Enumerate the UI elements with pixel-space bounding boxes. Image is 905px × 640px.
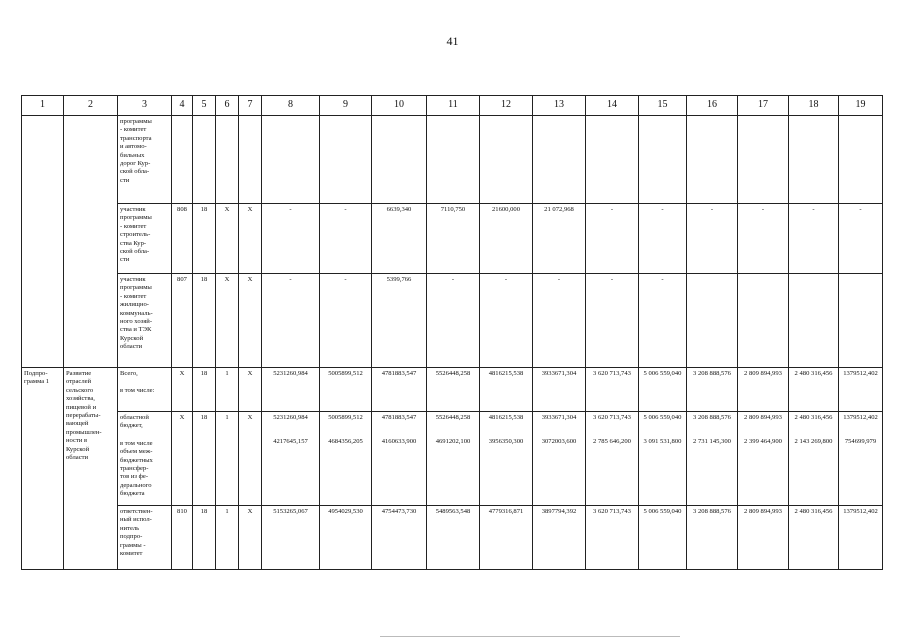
column-header-10: 10 [372, 96, 427, 116]
amount-value: 2 480 316,456 [794, 508, 833, 515]
federal-transfer-value: 2 143 269,800 [794, 438, 833, 446]
amount-value: 5489563,548 [435, 508, 471, 515]
text-line: участник [120, 206, 146, 213]
text-line: сти [120, 176, 130, 184]
column-header-11: 11 [427, 96, 480, 116]
value-cell [839, 204, 883, 274]
value-cell [533, 412, 586, 506]
column-header-12: 12 [480, 96, 533, 116]
amount-value: 4954029,530 [328, 508, 363, 515]
text-line: и автомо- [120, 143, 147, 151]
amount-value: - [344, 276, 347, 283]
text-line: дерального [120, 481, 152, 489]
value-cell [427, 204, 480, 274]
value-cell [789, 116, 839, 204]
value-cell [789, 368, 839, 412]
federal-transfer-value: 4691202,100 [435, 438, 471, 446]
code-cell-c5 [193, 274, 216, 368]
value-cell [839, 368, 883, 412]
text-line: бюджетных [120, 456, 153, 464]
code-value: 1 [225, 508, 229, 515]
code-value: Х [224, 206, 230, 213]
value-cell [533, 506, 586, 570]
value-cell [427, 116, 480, 204]
text-line: дорог Кур- [120, 160, 151, 168]
text-line: ской обла- [120, 248, 150, 256]
amount-value: 6639,340 [386, 206, 412, 213]
amount-value: 4816215,538 [488, 414, 524, 421]
value-cell [586, 274, 639, 368]
participant-cell [118, 204, 172, 274]
value-cell [639, 506, 687, 570]
amount-value: 5005899,512 [328, 414, 363, 421]
funding-source-cell [118, 506, 172, 570]
code-value: Х [247, 370, 253, 377]
text-line: хозяйства, [66, 395, 95, 403]
text-line: ности в [66, 437, 88, 445]
amount-value: 1379512,402 [843, 414, 878, 421]
value-cell [372, 368, 427, 412]
column-header-8: 8 [262, 96, 320, 116]
amount-value: 3 620 713,743 [593, 414, 631, 421]
code-value: Х [247, 508, 253, 515]
text-line: строитель- [120, 231, 151, 239]
column-header-6: 6 [216, 96, 239, 116]
value-cell [533, 116, 586, 204]
value-cell [639, 368, 687, 412]
table-row [22, 274, 883, 368]
amount-value: 5 006 559,040 [643, 414, 682, 421]
code-value: Х [247, 414, 253, 421]
value-cell [480, 412, 533, 506]
code-cell-c7 [239, 368, 262, 412]
code-cell-c4 [172, 274, 193, 368]
federal-transfer-value: 3956350,300 [488, 438, 524, 446]
amount-value: 5231260,984 [273, 414, 308, 421]
value-cell [320, 368, 372, 412]
header-row [22, 96, 883, 116]
participant-cell [118, 274, 172, 368]
text-line: тов из фе- [120, 473, 149, 481]
amount-value: - [610, 206, 614, 213]
code-value: Х [224, 276, 230, 283]
amount-value: 4754473,730 [381, 508, 417, 515]
value-cell [320, 204, 372, 274]
federal-transfer-value: 4684356,205 [328, 438, 363, 446]
value-cell [320, 116, 372, 204]
value-cell [372, 204, 427, 274]
amount-value: 3 208 888,576 [693, 508, 731, 515]
amount-value: 2 809 894,993 [744, 370, 782, 377]
federal-transfer-value: 2 731 145,300 [693, 438, 731, 446]
value-cell [639, 204, 687, 274]
code-cell-c6 [216, 506, 239, 570]
amount-value: 2 480 316,456 [794, 414, 833, 421]
amount-value: - [661, 276, 664, 283]
value-cell [586, 412, 639, 506]
text-line: транспорта [120, 134, 152, 142]
value-cell [839, 506, 883, 570]
text-line: вающей [66, 420, 89, 428]
text-line: комитет [120, 550, 143, 558]
text-line: объем меж- [120, 448, 153, 456]
column-header-14: 14 [586, 96, 639, 116]
amount-value: - [859, 206, 862, 213]
text-line: подпро- [120, 533, 143, 541]
value-cell [320, 274, 372, 368]
value-cell [427, 506, 480, 570]
amount-value: 7110,750 [440, 206, 466, 213]
federal-transfer-value: 4217645,157 [273, 438, 308, 446]
value-cell [372, 506, 427, 570]
code-value: Х [247, 276, 253, 283]
column-header-16: 16 [687, 96, 738, 116]
text-line: граммы - [120, 541, 146, 549]
value-cell [427, 274, 480, 368]
text-line: ской обла- [120, 168, 150, 176]
amount-value: - [661, 206, 664, 213]
value-cell [480, 204, 533, 274]
value-cell [262, 506, 320, 570]
value-cell [789, 506, 839, 570]
text-line: бильных [120, 151, 145, 159]
amount-value: 4781883,547 [381, 414, 417, 421]
amount-value: - [289, 276, 292, 283]
text-line: области [120, 343, 143, 351]
code-value: 1 [225, 414, 229, 421]
code-cell-c6 [216, 412, 239, 506]
amount-value: 3933671,304 [541, 414, 577, 421]
row-cell-col2 [64, 116, 118, 368]
code-cell-c4 [172, 412, 193, 506]
value-cell [480, 368, 533, 412]
text-line: Всего, [120, 370, 138, 377]
amount-value: 5153265,067 [273, 508, 308, 515]
text-line: коммуналь- [120, 309, 153, 317]
value-cell [586, 204, 639, 274]
code-value: 18 [200, 414, 208, 421]
value-cell [372, 274, 427, 368]
text-line: Курской [66, 445, 90, 453]
value-cell [372, 116, 427, 204]
amount-value: 5 006 559,040 [643, 508, 682, 515]
federal-transfer-value: 3 091 531,800 [643, 438, 682, 446]
code-value: 808 [177, 206, 187, 213]
code-value: Х [247, 206, 253, 213]
value-cell [789, 412, 839, 506]
code-cell-c5 [193, 506, 216, 570]
amount-value: 4779316,871 [488, 508, 524, 515]
text-line: сельского [66, 386, 94, 394]
code-cell-c4 [172, 204, 193, 274]
amount-value: 1379512,402 [843, 370, 878, 377]
subprogram-number [22, 368, 64, 570]
code-cell-c4 [172, 506, 193, 570]
amount-value: 4816215,538 [488, 370, 524, 377]
federal-transfer-value: 4160633,900 [381, 438, 417, 446]
code-cell-c6 [216, 204, 239, 274]
value-cell [262, 368, 320, 412]
value-cell [789, 274, 839, 368]
page-number: 41 [446, 34, 459, 48]
text-line: области [66, 454, 89, 462]
text-line: бюджет, [120, 422, 143, 430]
text-line: отраслей [66, 378, 92, 386]
code-value: 810 [177, 508, 187, 515]
code-cell-c5 [193, 412, 216, 506]
text-line: программы [120, 118, 152, 125]
text-line: трансфер- [120, 465, 149, 473]
amount-value: 3 208 888,576 [693, 370, 731, 377]
amount-value: - [761, 206, 765, 213]
value-cell [738, 368, 789, 412]
column-header-1: 1 [22, 96, 64, 116]
code-cell-c4 [172, 368, 193, 412]
text-line: грамма 1 [24, 378, 50, 386]
value-cell [533, 274, 586, 368]
amount-value: 5005899,512 [328, 370, 363, 377]
value-cell [480, 274, 533, 368]
amount-value: - [504, 276, 508, 283]
value-cell [687, 368, 738, 412]
value-cell [738, 204, 789, 274]
value-cell [738, 116, 789, 204]
table-row [22, 116, 883, 204]
code-value: 18 [200, 206, 208, 213]
code-cell-c5 [193, 116, 216, 204]
column-header-4: 4 [172, 96, 193, 116]
amount-value: 5526448,258 [435, 370, 471, 377]
column-header-7: 7 [239, 96, 262, 116]
text-line: Подпро- [24, 370, 48, 377]
value-cell [372, 412, 427, 506]
value-cell [639, 274, 687, 368]
text-line: программы [120, 214, 152, 222]
amount-value: 2 480 316,456 [794, 370, 833, 377]
text-line: бюджета [120, 490, 145, 498]
amount-value: 2 809 894,993 [744, 508, 782, 515]
value-cell [687, 506, 738, 570]
code-value: 1 [225, 370, 229, 377]
amount-value: - [344, 206, 347, 213]
value-cell [738, 274, 789, 368]
amount-value: 5526448,258 [435, 414, 471, 421]
text-line: областной [120, 414, 149, 421]
code-cell-c6 [216, 274, 239, 368]
federal-transfer-value: 3072003,600 [541, 438, 577, 446]
value-cell [687, 204, 738, 274]
code-cell-c7 [239, 274, 262, 368]
amount-value: - [289, 206, 292, 213]
amount-value: - [557, 276, 561, 283]
column-header-13: 13 [533, 96, 586, 116]
column-header-19: 19 [839, 96, 883, 116]
code-value: 807 [177, 276, 187, 283]
amount-value: 21 072,968 [544, 206, 574, 213]
text-line: - комитет [120, 222, 147, 230]
federal-transfer-value: 754699,979 [844, 438, 877, 446]
value-cell [533, 368, 586, 412]
code-cell-c6 [216, 368, 239, 412]
amount-value: - [710, 206, 714, 213]
federal-transfer-value: 2 785 646,200 [593, 438, 631, 446]
subprogram-title [64, 368, 118, 570]
column-header-17: 17 [738, 96, 789, 116]
amount-value: - [451, 276, 455, 283]
funding-source-cell [118, 412, 172, 506]
text-line: ства и ТЭК [120, 326, 152, 334]
value-cell [639, 116, 687, 204]
amount-value: 3933671,304 [541, 370, 577, 377]
value-cell [586, 116, 639, 204]
text-line: ответствен- [120, 508, 153, 515]
value-cell [687, 274, 738, 368]
amount-value: 21600,000 [491, 206, 521, 213]
text-line: жилищно- [120, 301, 150, 309]
column-header-2: 2 [64, 96, 118, 116]
value-cell [427, 368, 480, 412]
amount-value: 5399,766 [386, 276, 412, 283]
value-cell [262, 274, 320, 368]
code-cell-c5 [193, 204, 216, 274]
value-cell [687, 116, 738, 204]
text-line: нитель [120, 524, 140, 532]
value-cell [738, 412, 789, 506]
text-line: - комитет [120, 126, 147, 134]
text-line: программы [120, 284, 152, 292]
text-line: пищевой и [66, 403, 97, 411]
text-line: промышлен- [66, 428, 102, 436]
value-cell [839, 116, 883, 204]
code-value: 18 [200, 370, 208, 377]
value-cell [687, 412, 738, 506]
text-line: Развитие [66, 370, 92, 377]
value-cell [839, 274, 883, 368]
code-cell-c5 [193, 368, 216, 412]
text-line: ного хозяй- [120, 318, 153, 326]
amount-value: 3897794,392 [541, 508, 577, 515]
value-cell [839, 412, 883, 506]
amount-value: 4781883,547 [381, 370, 417, 377]
page-edge-line [380, 636, 680, 637]
subprogram-row [22, 412, 883, 506]
column-header-9: 9 [320, 96, 372, 116]
table-row [22, 204, 883, 274]
value-cell [262, 412, 320, 506]
code-cell-c7 [239, 412, 262, 506]
subprogram-row [22, 368, 883, 412]
code-value: Х [179, 370, 185, 377]
amount-value: - [812, 206, 815, 213]
amount-value: 2 809 894,993 [744, 414, 782, 421]
code-value: 18 [200, 508, 208, 515]
column-header-15: 15 [639, 96, 687, 116]
text-line: Курской [120, 334, 144, 342]
amount-value: - [610, 276, 614, 283]
column-header-5: 5 [193, 96, 216, 116]
amount-value: 3 620 713,743 [593, 508, 631, 515]
text-line: в том числе: [120, 387, 155, 395]
value-cell [262, 116, 320, 204]
value-cell [320, 412, 372, 506]
funding-source-cell [118, 368, 172, 412]
federal-transfer-value: 2 399 464,900 [744, 438, 782, 446]
text-line: ный испол- [120, 516, 152, 524]
code-cell-c7 [239, 204, 262, 274]
amount-value: 3 208 888,576 [693, 414, 731, 421]
value-cell [480, 506, 533, 570]
code-cell-c6 [216, 116, 239, 204]
text-line: в том числе [120, 439, 153, 447]
value-cell [639, 412, 687, 506]
amount-value: 3 620 713,743 [593, 370, 631, 377]
code-cell-c4 [172, 116, 193, 204]
value-cell [586, 506, 639, 570]
value-cell [320, 506, 372, 570]
code-value: 18 [200, 276, 208, 283]
code-cell-c7 [239, 116, 262, 204]
value-cell [533, 204, 586, 274]
value-cell [586, 368, 639, 412]
value-cell [738, 506, 789, 570]
code-cell-c7 [239, 506, 262, 570]
amount-value: 5 006 559,040 [643, 370, 682, 377]
text-line: участник [120, 276, 146, 283]
amount-value: 1379512,402 [843, 508, 878, 515]
amount-value: 5231260,984 [273, 370, 308, 377]
value-cell [262, 204, 320, 274]
value-cell [480, 116, 533, 204]
text-line: перерабаты- [66, 412, 101, 420]
value-cell [427, 412, 480, 506]
text-line: ства Кур- [120, 239, 147, 247]
column-header-18: 18 [789, 96, 839, 116]
text-line: сти [120, 256, 130, 264]
text-line: - комитет [120, 292, 147, 300]
subprogram-row [22, 506, 883, 570]
value-cell [789, 204, 839, 274]
participant-cell [118, 116, 172, 204]
budget-table [21, 95, 883, 570]
column-header-3: 3 [118, 96, 172, 116]
row-cell-col1 [22, 116, 64, 368]
code-value: Х [179, 414, 185, 421]
